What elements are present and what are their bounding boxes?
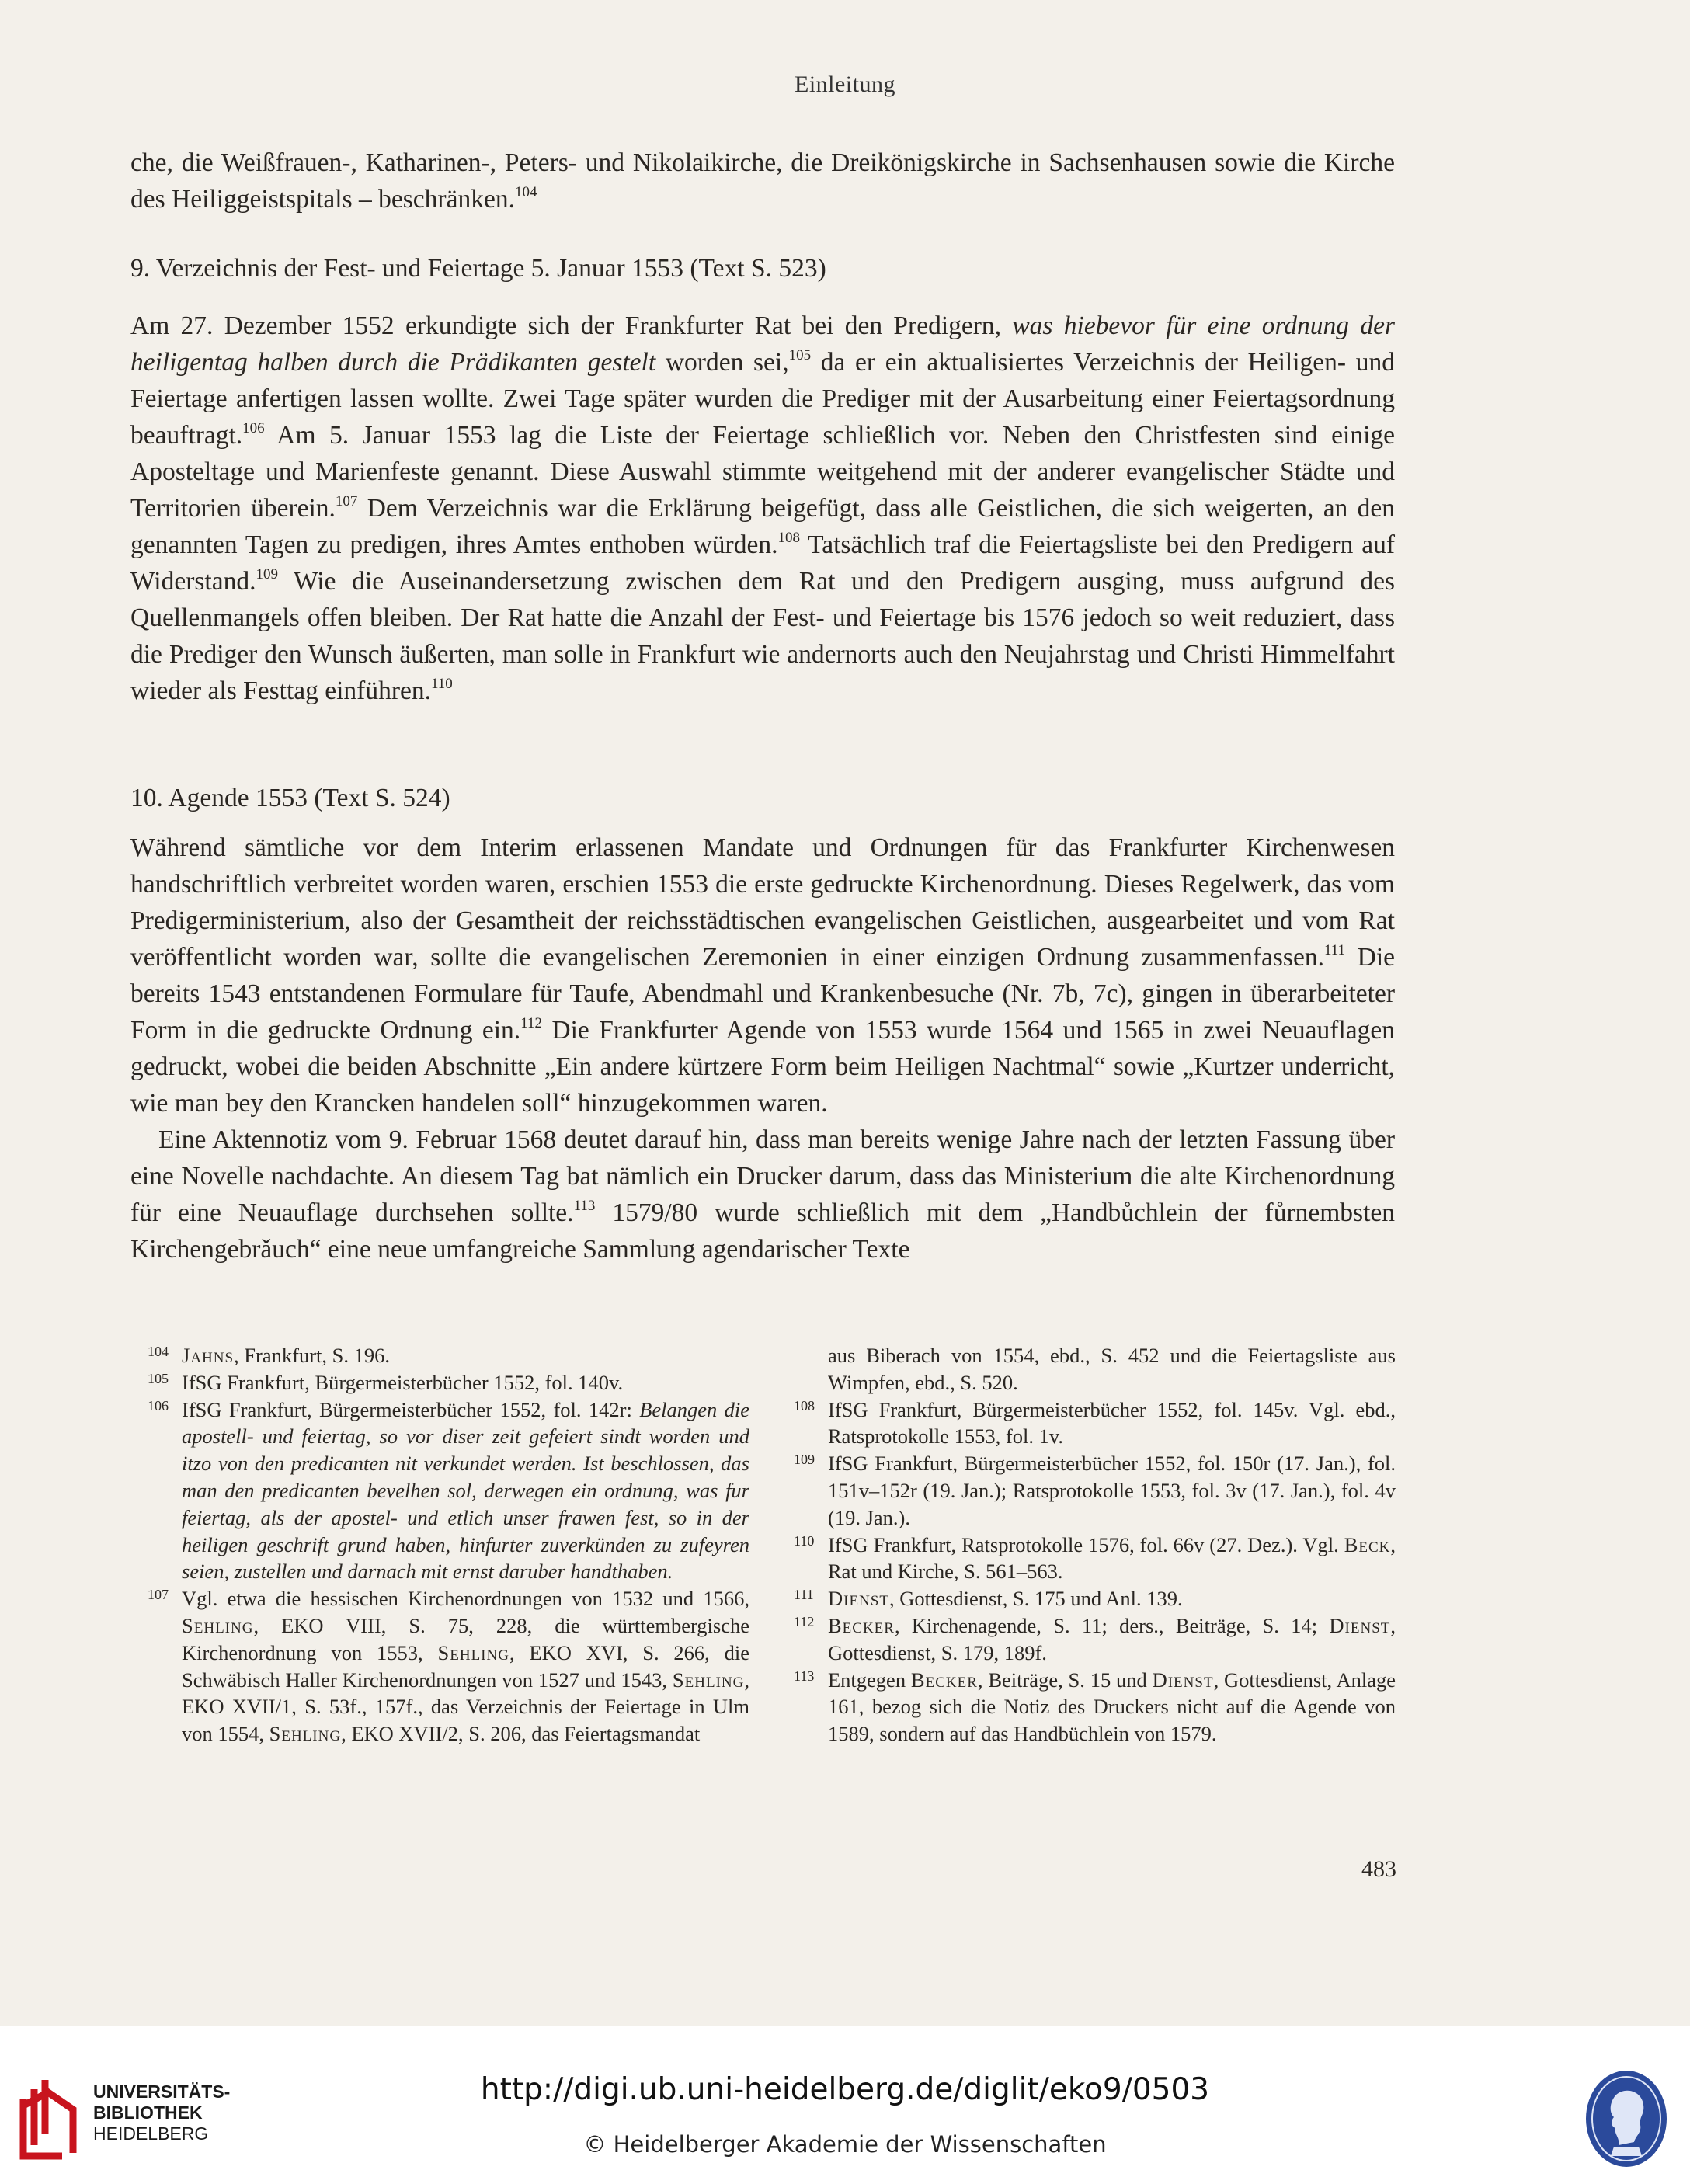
paragraph-10a: Während sämtliche vor dem Interim erlassenen Mandate und Ordnungen für das Frankfurter Kirchenwesen handschriftlich verbreitet worden waren, erschien 1553 die erste gedruckte Kirchenordnung. Dieses Regelwerk, das vom Predigerministerium, also der Gesamtheit der reichsstädtischen evangelischen Geistlichen, ausgearbeitet und vom Rat veröffentlicht worden war, sollte die evangelischen Zeremonien in einer einzigen Ordnung zusammenfassen.$^{111}$ Die bereits 1543 entstandenen Formulare für Taufe, Abendmahl und Krankenbesuche (Nr. 7b, 7c), gingen in überarbeiteter Form in die gedruckte Ordnung ein.$^{112}$ Die Frankfurter Agende von 1553 wurde 1564 und 1565 in zwei Neuauflagen gedruckt, wobei die beiden Abschnitte „Ein andere kürtzere Form beim Heiligen Nachtmal“ sowie „Kurtzer underricht, wie man bey den Krancken handelen soll“ hinzugekommen waren. <box>130 833 1396 1118</box>
paragraph-10b: Eine Aktennotiz vom 9. Februar 1568 deutet darauf hin, dass man bereits wenige Jahre nach der letzten Fassung über eine Novelle nachdachte. An diesem Tag bat nämlich ein Drucker darum, dass das Ministerium die alte Kirchenordnung für eine Neuauflage durchsehen sollte.$^{113}$ 1579/80 wurde schließlich mit dem „Handbůchlein der fůrnembsten Kirchengebrǎuch“ eine neue umfangreiche Sammlung agendarischer Texte <box>130 1125 1395 1264</box>
footnote-ref[interactable]: 104 <box>514 184 537 200</box>
footnote-107: 107 Vgl. etwa die hessischen Kirchenordnungen von 1532 und 1566, Sehling, EKO VIII, S. 75, 228, die württembergische Kirchenordnung von 1553, Sehling, EKO XVI, S. 266, die Schwäbisch Haller Kirchenordnungen von 1527 und 1543, Sehling, EKO XVII/1, S. 53f., 157f., das Verzeichnis der Feiertage in Ulm von 1554, Sehling, EKO XVII/2, S. 206, das Feiertagsmandat <box>148 1587 749 1746</box>
footnote-106: 106 IfSG Frankfurt, Bürgermeisterbücher 1552, fol. 142r: Belangen die apostell- und feiertag, so vor diser zeit gefeiert sindt worden und itzo von den predicanten nit verkundet werden. Ist beschlossen, das man den predicanten bevelhen sol, derwegen ein ordnung, was fur feiertag, als der apostel- und etlich unser frawen fest, so in der heiligen geschrift grund haben, hinfurter zuverkünden zu zufeyren seien, zustellen und darnach mit ernst daruber handthaben. <box>148 1397 749 1584</box>
footnote-111: 111 Dienst, Gottesdienst, S. 175 und Anl. 139. <box>794 1587 1183 1611</box>
footnote-ref[interactable]: 110 <box>430 676 453 692</box>
copyright-notice: © Heidelberger Akademie der Wissenschaften <box>583 2131 1107 2158</box>
footnote-112: 112 Becker, Kirchenagende, S. 11; ders., Beiträge, S. 14; Dienst, Gottesdienst, S. 179, 189f. <box>794 1613 1396 1664</box>
academy-seal-icon[interactable] <box>1584 2069 1668 2168</box>
footnote-ref[interactable]: 105 <box>788 347 812 363</box>
footnote-ref[interactable]: 111 <box>1323 942 1346 958</box>
footnote-113: 113 Entgegen Becker, Beiträge, S. 15 und Dienst, Gottesdienst, Anlage 161, bezog sich die Notiz des Druckers nicht auf die Agende von 1589, sondern auf das Handbüchlein von 1579. <box>794 1668 1396 1746</box>
footnote-ref[interactable]: 107 <box>335 493 358 509</box>
paragraph-9: Am 27. Dezember 1552 erkundigte sich der Frankfurter Rat bei den Predigern, was hiebevor für eine ordnung der heiligentag halben durch die Prädikanten gestelt worden sei,$^{105}$ da er ein aktualisiertes Verzeichnis der Heiligen- und Feiertage anfertigen lassen wollte. Zwei Tage später wurden die Prediger mit der Ausarbeitung einer Feiertagsordnung beauftragt.$^{106}$ Am 5. Januar 1553 lag die Liste der Feiertage schließlich vor. Neben den Christfesten sind einige Aposteltage und Marienfeste genannt. Diese Auswahl stimmte weitgehend mit der anderer evangelischer Städte und Territorien überein.$^{107}$ Dem Verzeichnis war die Erklärung beigefügt, dass alle Geistlichen, die sich weigerten, an den genannten Tagen zu predigen, ihres Amtes enthoben würden.$^{108}$ Tatsächlich traf die Feiertagsliste bei den Predigern auf Widerstand.$^{109}$ Wie die Auseinandersetzung zwischen dem Rat und den Predigern ausging, muss aufgrund des Quellenmangels offen bleiben. Der Rat hatte die Anzahl der Fest- und Feiertage bis 1576 jedoch so weit reduziert, dass die Prediger den Wunsch äußerten, man solle in Frankfurt wie andernorts auch den Neujahrstag und Christi Himmelfahrt wieder als Festtag einführen.$^{110}$ <box>130 311 1396 705</box>
page-number: 483 <box>1361 1856 1396 1882</box>
body-text <box>130 144 1395 217</box>
paragraph-intro: che, die Weißfrauen-, Katharinen-, Peters- und Nikolaikirche, die Dreikönigskirche in Sachsenhausen sowie die Kirche des Heiliggeistspitals – beschränken.$^{104}$ <box>130 148 1395 214</box>
footnote-ref[interactable]: 112 <box>520 1015 542 1031</box>
quote-italic: was hiebevor für eine ordnung der heiligentag halben durch die Prädikanten gestelt <box>130 311 1395 377</box>
section-heading-10: 10. Agende 1553 (Text S. 524) <box>130 784 450 812</box>
footnote-ref[interactable]: 113 <box>573 1198 596 1214</box>
footnote-110: 110 IfSG Frankfurt, Ratsprotokolle 1576, fol. 66v (27. Dez.). Vgl. Beck, Rat und Kirche, S. 561–563. <box>794 1532 1396 1584</box>
digitization-footer <box>0 2026 1690 2184</box>
running-head: Einleitung <box>795 71 895 97</box>
permalink-url[interactable]: http://digi.ub.uni-heidelberg.de/diglit/eko9/0503 <box>480 2072 1210 2107</box>
footnote-109: 109 IfSG Frankfurt, Bürgermeisterbücher 1552, fol. 150r (17. Jan.), fol. 151v–152r (19. Jan.); Ratsprotokolle 1553, fol. 3v (17. Jan.), fol. 4v (19. Jan.). <box>794 1452 1396 1529</box>
section-heading-9: 9. Verzeichnis der Fest- und Feiertage 5. Januar 1553 (Text S. 523) <box>130 254 826 283</box>
section-9 <box>130 250 1395 287</box>
section-10-body <box>130 829 1395 1268</box>
footnote-ref[interactable]: 108 <box>777 530 800 546</box>
footnotes-left-column <box>130 1342 749 1748</box>
footnote-107-continued: aus Biberach von 1554, ebd., S. 452 und die Feiertagsliste aus Wimpfen, ebd., S. 520. <box>828 1344 1396 1394</box>
section-9-body <box>130 308 1395 709</box>
ub-heidelberg-logo-text[interactable]: UNIVERSITÄTS- BIBLIOTHEK HEIDELBERG <box>93 2081 231 2144</box>
footnote-105: 105 IfSG Frankfurt, Bürgermeisterbücher 1552, fol. 140v. <box>148 1370 624 1394</box>
footnote-ref[interactable]: 109 <box>256 566 278 583</box>
footnotes-right-column <box>777 1342 1396 1748</box>
footnote-108: 108 IfSG Frankfurt, Bürgermeisterbücher 1552, fol. 145v. Vgl. ebd., Ratsprotokolle 1553, fol. 1v. <box>794 1397 1396 1448</box>
section-10 <box>130 780 1395 816</box>
footnote-104: 104 Jahns, Frankfurt, S. 196. <box>148 1344 390 1367</box>
footnote-ref[interactable]: 106 <box>242 420 265 436</box>
